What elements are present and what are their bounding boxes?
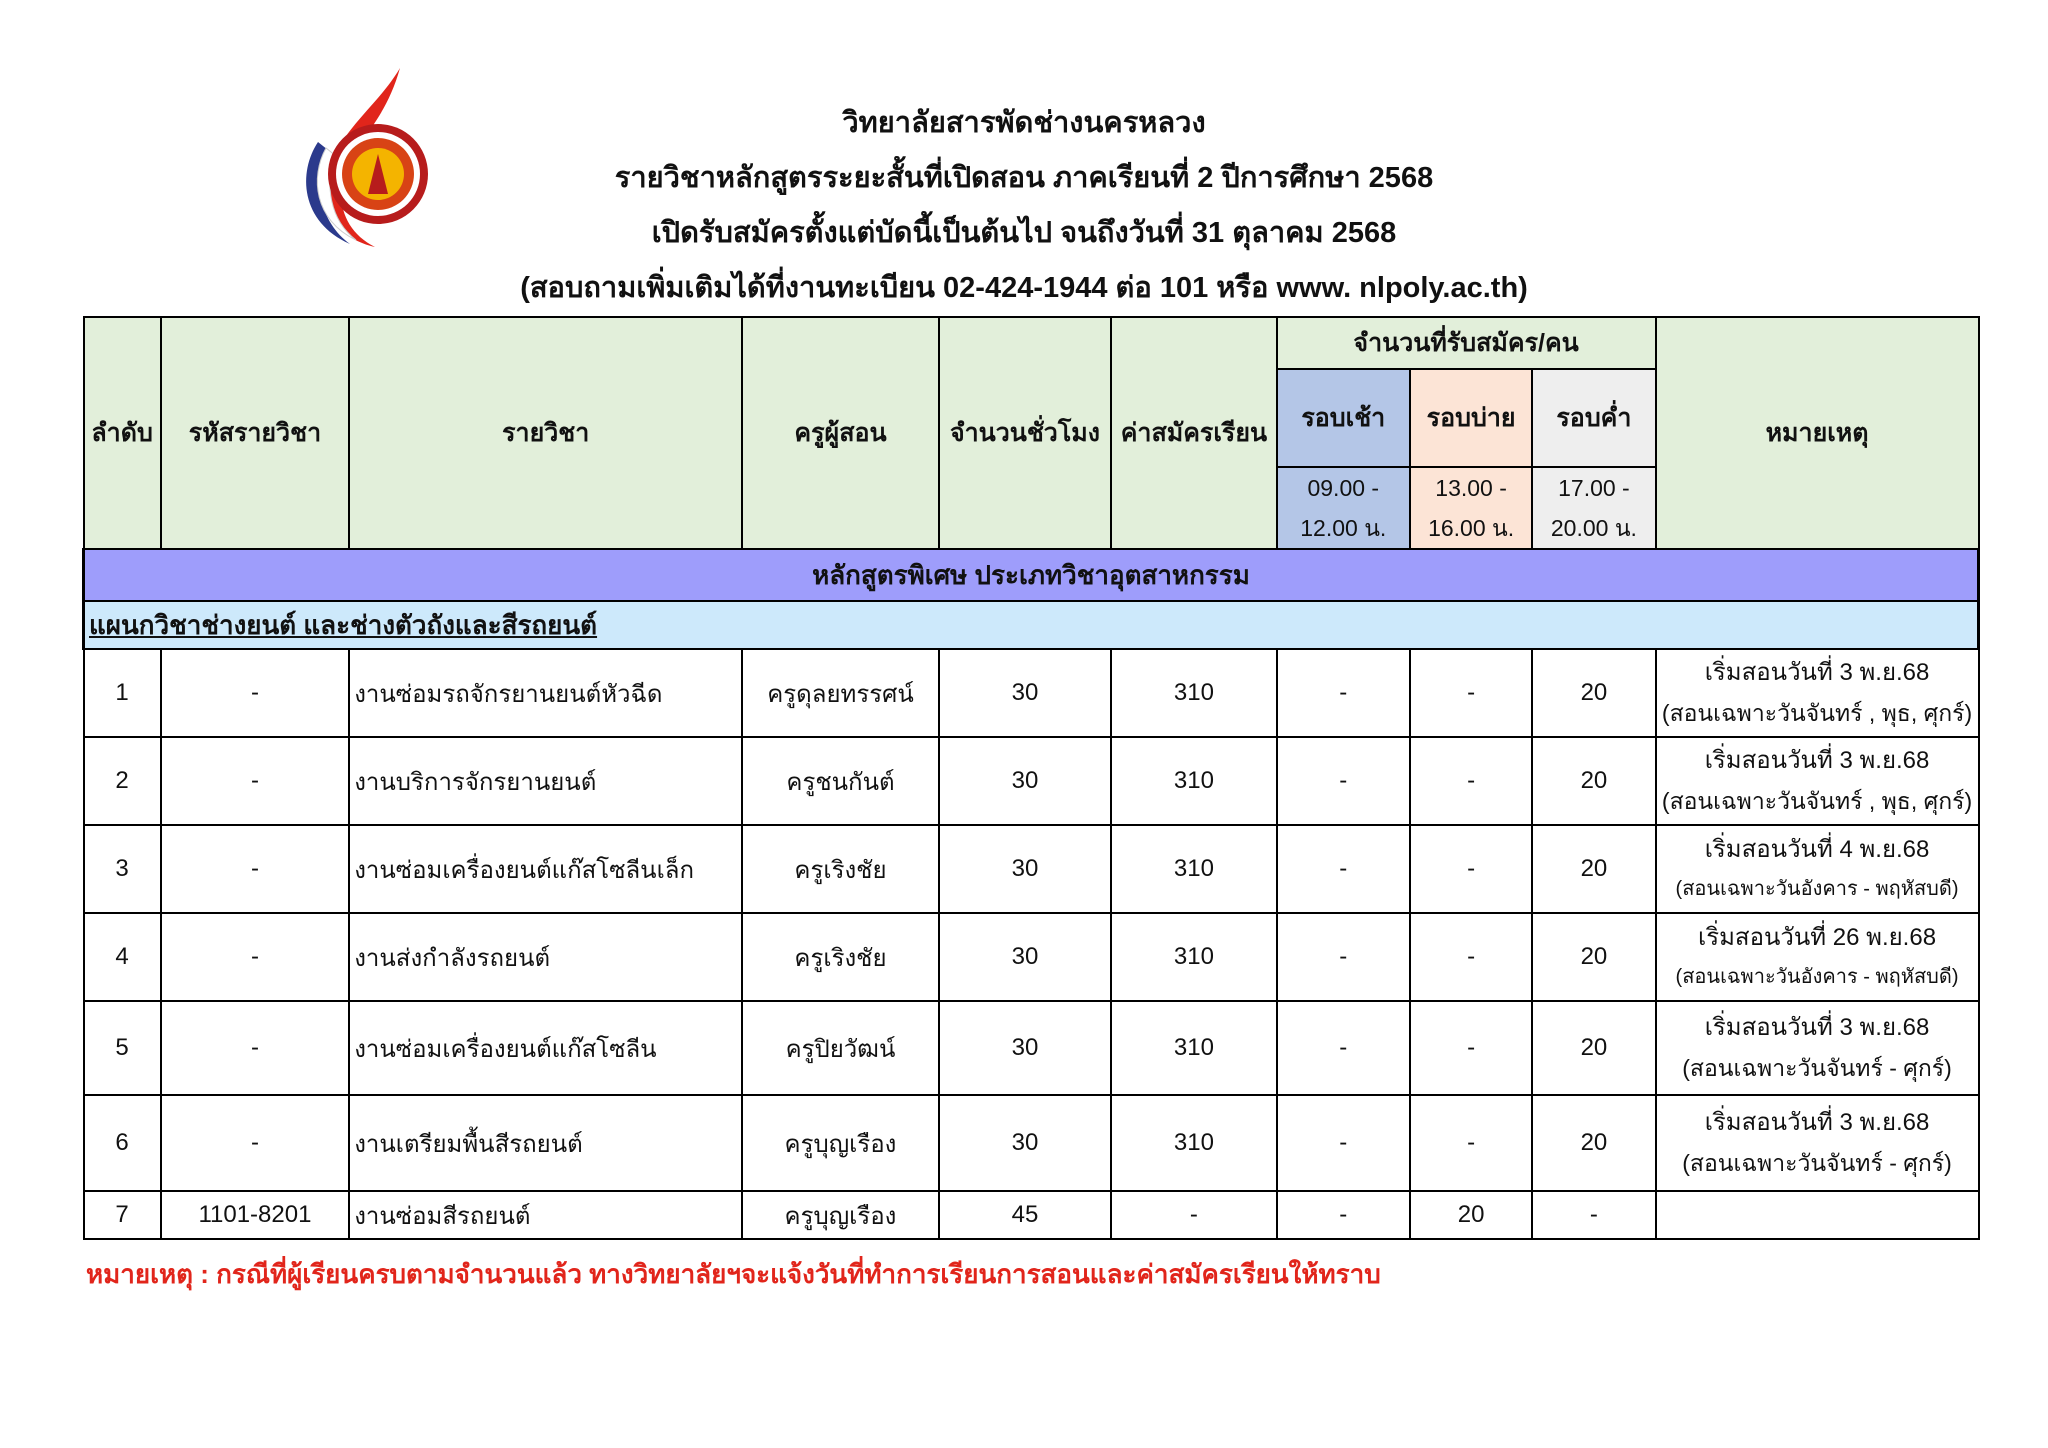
row-code: - bbox=[161, 1095, 349, 1191]
header-evening: รอบค่ำ bbox=[1532, 369, 1655, 467]
row-subject: งานบริการจักรยานยนต์ bbox=[349, 737, 742, 825]
college-name: วิทยาลัยสารพัดช่างนครหลวง bbox=[842, 107, 1206, 139]
row-hours: 30 bbox=[939, 1001, 1111, 1095]
row-subject: งานซ่อมเครื่องยนต์แก๊สโซลีนเล็ก bbox=[349, 825, 742, 913]
row-teacher: ครูบุญเรือง bbox=[742, 1095, 939, 1191]
row-evening: 20 bbox=[1532, 649, 1655, 737]
table-row bbox=[84, 737, 1979, 825]
row-remark: เริ่มสอนวันที่ 26 พ.ย.68 (สอนเฉพาะวันอังคาร - พฤหัสบดี) bbox=[1656, 913, 1979, 1001]
row-afternoon: - bbox=[1410, 1095, 1532, 1191]
header-fee: ค่าสมัครเรียน bbox=[1111, 317, 1276, 549]
row-teacher: ครูดุลยทรรศน์ bbox=[742, 649, 939, 737]
row-afternoon: - bbox=[1410, 913, 1532, 1001]
header-hours: จำนวนชั่วโมง bbox=[939, 317, 1111, 549]
table-row bbox=[84, 649, 1979, 737]
row-remark bbox=[1656, 1191, 1979, 1239]
table-row bbox=[84, 913, 1979, 1001]
row-fee: 310 bbox=[1111, 1095, 1276, 1191]
row-afternoon: - bbox=[1410, 649, 1532, 737]
row-afternoon: - bbox=[1410, 737, 1532, 825]
row-hours: 30 bbox=[939, 913, 1111, 1001]
program-band: หลักสูตรพิเศษ ประเภทวิชาอุตสาหกรรม bbox=[84, 549, 1979, 601]
course-table bbox=[82, 316, 1980, 1240]
row-no: 4 bbox=[84, 913, 161, 1001]
footnote: หมายเหตุ : กรณีที่ผู้เรียนครบตามจำนวนแล้ว ทางวิทยาลัยฯจะแจ้งวันที่ทำการเรียนการสอนและค่าสมัครเรียนให้ทราบ bbox=[86, 1259, 1381, 1289]
row-hours: 30 bbox=[939, 737, 1111, 825]
row-subject: งานซ่อมรถจักรยานยนต์หัวฉีด bbox=[349, 649, 742, 737]
header-morning-time: 09.00 - 12.00 น. bbox=[1277, 467, 1410, 549]
row-code: - bbox=[161, 825, 349, 913]
row-no: 2 bbox=[84, 737, 161, 825]
row-afternoon: 20 bbox=[1410, 1191, 1532, 1239]
row-no: 3 bbox=[84, 825, 161, 913]
row-hours: 30 bbox=[939, 1095, 1111, 1191]
row-remark: เริ่มสอนวันที่ 3 พ.ย.68 (สอนเฉพาะวันจันทร์ , พุธ, ศุกร์) bbox=[1656, 737, 1979, 825]
row-subject: งานซ่อมเครื่องยนต์แก๊สโซลีน bbox=[349, 1001, 742, 1095]
row-evening: 20 bbox=[1532, 1095, 1655, 1191]
header-morning: รอบเช้า bbox=[1277, 369, 1410, 467]
table-row bbox=[84, 1001, 1979, 1095]
row-fee: 310 bbox=[1111, 913, 1276, 1001]
row-morning: - bbox=[1277, 1095, 1410, 1191]
row-no: 7 bbox=[84, 1191, 161, 1239]
row-fee: 310 bbox=[1111, 737, 1276, 825]
row-evening: - bbox=[1532, 1191, 1655, 1239]
contact-info: (สอบถามเพิ่มเติมได้ที่งานทะเบียน 02-424-1944 ต่อ 101 หรือ www. nlpoly.ac.th) bbox=[520, 272, 1528, 304]
table-row bbox=[84, 1191, 1979, 1239]
row-no: 6 bbox=[84, 1095, 161, 1191]
header-remark: หมายเหตุ bbox=[1656, 317, 1979, 549]
row-remark: เริ่มสอนวันที่ 3 พ.ย.68 (สอนเฉพาะวันจันทร์ - ศุกร์) bbox=[1656, 1001, 1979, 1095]
row-afternoon: - bbox=[1410, 1001, 1532, 1095]
row-fee: 310 bbox=[1111, 825, 1276, 913]
department-title: แผนกวิชาช่างยนต์ และช่างตัวถังและสีรถยนต์ bbox=[84, 601, 1979, 649]
header-no: ลำดับ bbox=[84, 317, 161, 549]
row-fee: 310 bbox=[1111, 1001, 1276, 1095]
row-morning: - bbox=[1277, 913, 1410, 1001]
row-teacher: ครูบุญเรือง bbox=[742, 1191, 939, 1239]
row-hours: 30 bbox=[939, 825, 1111, 913]
row-evening: 20 bbox=[1532, 1001, 1655, 1095]
header-code: รหัสรายวิชา bbox=[161, 317, 349, 549]
table-row bbox=[84, 825, 1979, 913]
row-morning: - bbox=[1277, 1191, 1410, 1239]
row-fee: - bbox=[1111, 1191, 1276, 1239]
row-code: - bbox=[161, 649, 349, 737]
row-evening: 20 bbox=[1532, 825, 1655, 913]
row-code: - bbox=[161, 1001, 349, 1095]
row-teacher: ครูปิยวัฒน์ bbox=[742, 1001, 939, 1095]
row-subject: งานส่งกำลังรถยนต์ bbox=[349, 913, 742, 1001]
header-capacity: จำนวนที่รับสมัคร/คน bbox=[1277, 317, 1656, 369]
header-evening-time: 17.00 - 20.00 น. bbox=[1532, 467, 1655, 549]
document-title: รายวิชาหลักสูตรระยะสั้นที่เปิดสอน ภาคเรียนที่ 2 ปีการศึกษา 2568 bbox=[614, 162, 1434, 194]
row-afternoon: - bbox=[1410, 825, 1532, 913]
document-header bbox=[0, 96, 2048, 316]
row-code: - bbox=[161, 913, 349, 1001]
header-afternoon: รอบบ่าย bbox=[1410, 369, 1532, 467]
row-subject: งานเตรียมพื้นสีรถยนต์ bbox=[349, 1095, 742, 1191]
row-morning: - bbox=[1277, 649, 1410, 737]
row-evening: 20 bbox=[1532, 737, 1655, 825]
header-subject: รายวิชา bbox=[349, 317, 742, 549]
row-remark: เริ่มสอนวันที่ 3 พ.ย.68 (สอนเฉพาะวันจันทร์ - ศุกร์) bbox=[1656, 1095, 1979, 1191]
row-teacher: ครูเริงชัย bbox=[742, 913, 939, 1001]
row-no: 1 bbox=[84, 649, 161, 737]
row-evening: 20 bbox=[1532, 913, 1655, 1001]
row-fee: 310 bbox=[1111, 649, 1276, 737]
table-row bbox=[84, 1095, 1979, 1191]
header-afternoon-time: 13.00 - 16.00 น. bbox=[1410, 467, 1532, 549]
row-morning: - bbox=[1277, 1001, 1410, 1095]
row-code: - bbox=[161, 737, 349, 825]
row-code: 1101-8201 bbox=[161, 1191, 349, 1239]
row-hours: 30 bbox=[939, 649, 1111, 737]
row-morning: - bbox=[1277, 825, 1410, 913]
row-subject: งานซ่อมสีรถยนต์ bbox=[349, 1191, 742, 1239]
row-remark: เริ่มสอนวันที่ 3 พ.ย.68 (สอนเฉพาะวันจันทร์ , พุธ, ศุกร์) bbox=[1656, 649, 1979, 737]
row-hours: 45 bbox=[939, 1191, 1111, 1239]
header-teacher: ครูผู้สอน bbox=[742, 317, 939, 549]
row-remark: เริ่มสอนวันที่ 4 พ.ย.68 (สอนเฉพาะวันอังคาร - พฤหัสบดี) bbox=[1656, 825, 1979, 913]
registration-period: เปิดรับสมัครตั้งแต่บัดนี้เป็นต้นไป จนถึงวันที่ 31 ตุลาคม 2568 bbox=[651, 217, 1397, 249]
row-morning: - bbox=[1277, 737, 1410, 825]
row-teacher: ครูเริงชัย bbox=[742, 825, 939, 913]
row-teacher: ครูชนกันต์ bbox=[742, 737, 939, 825]
row-no: 5 bbox=[84, 1001, 161, 1095]
